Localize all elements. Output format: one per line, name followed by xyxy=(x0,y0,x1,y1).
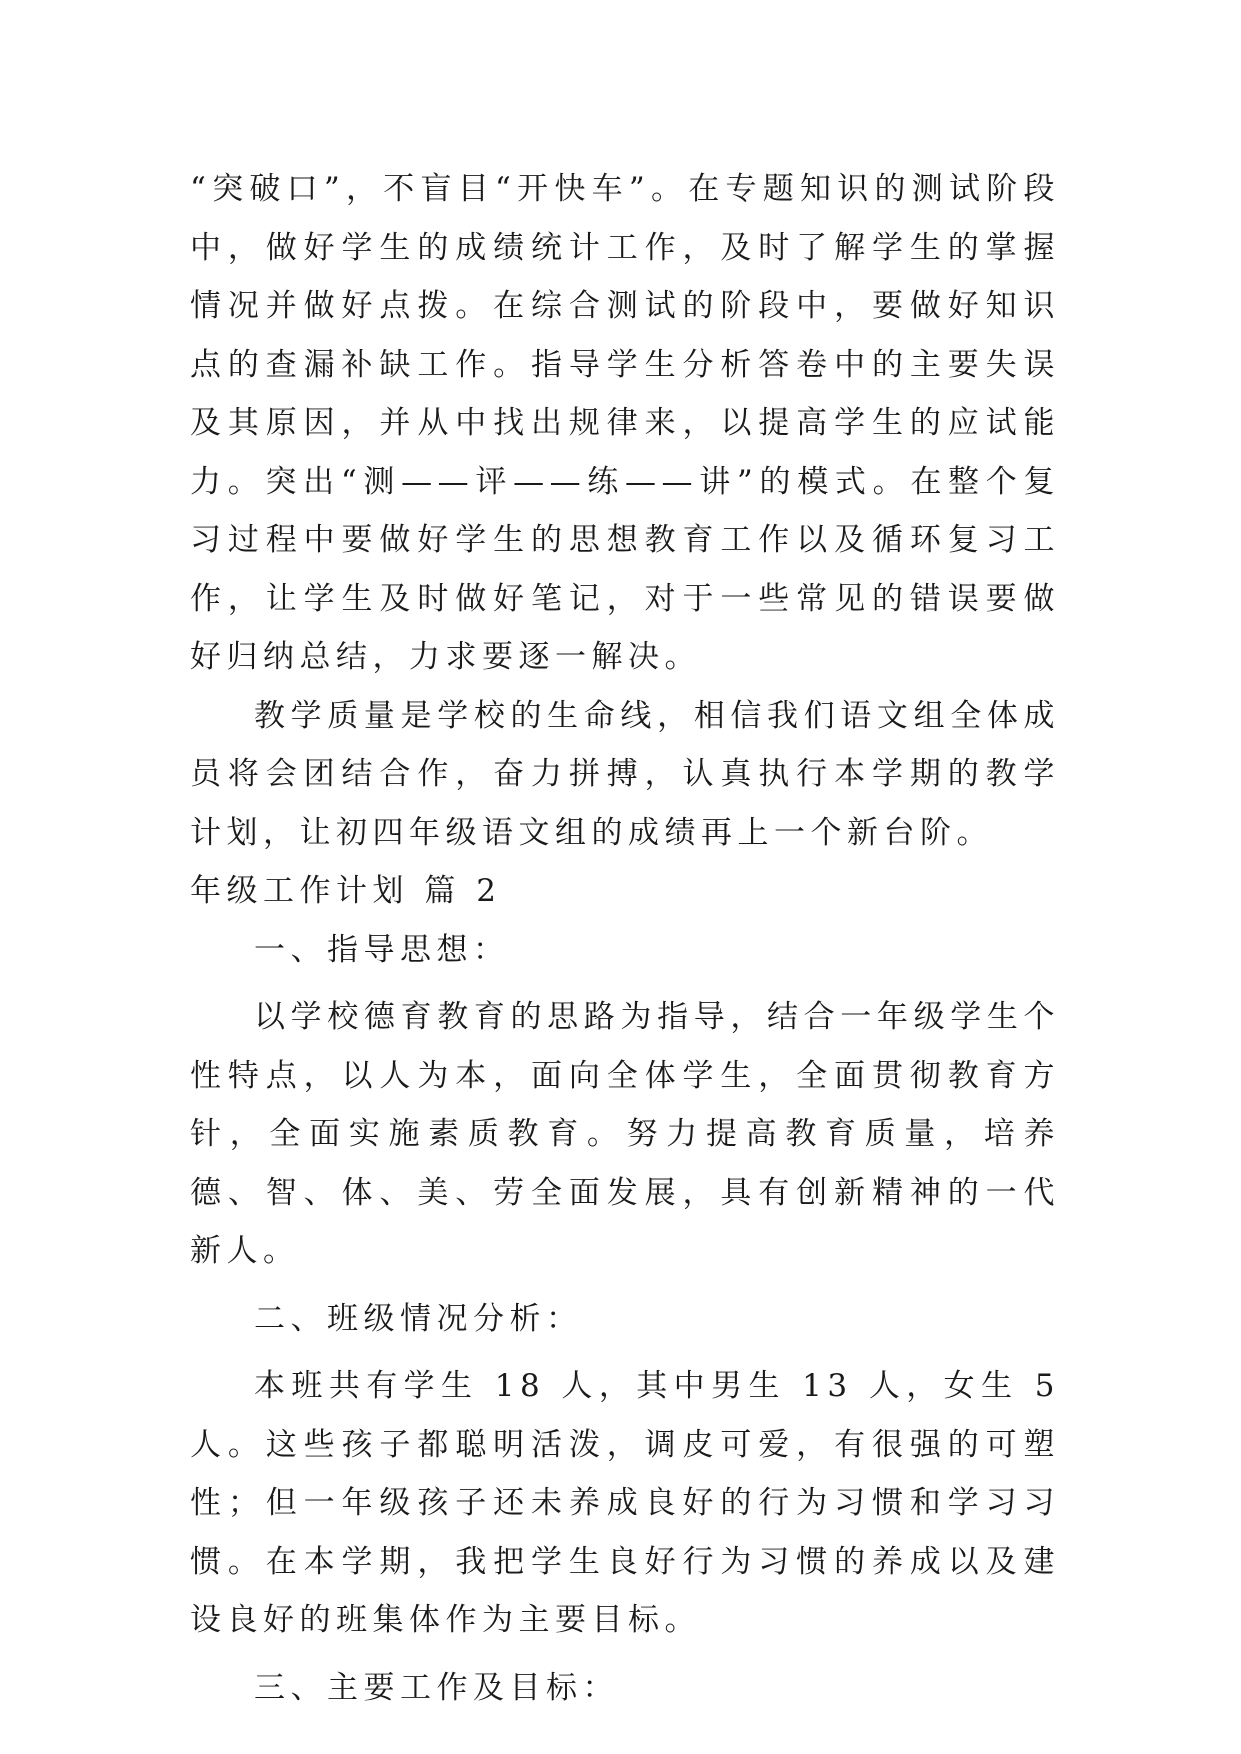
heading-main-work-goals: 三、主要工作及目标： xyxy=(254,1669,619,1706)
paragraph-guiding-ideology: 以学校德育教育的思路为指导，结合一年级学生个性特点，以人为本，面向全体学生，全面贯彻教育方针，全面实施素质教育。努力提高教育质量，培养德、智、体、美、劳全面发展，具有创新精神的一代新人。 xyxy=(190,999,1060,1269)
paragraph-review-method: “突破口”，不盲目“开快车”。在专题知识的测试阶段中，做好学生的成绩统计工作，及时了解学生的掌握情况并做好点拨。在综合测试的阶段中，要做好知识点的查漏补缺工作。指导学生分析答卷中的主要失误及其原因，并从中找出规律来，以提高学生的应试能力。突出“测——评——练——讲”的模式。在整个复习过程中要做好学生的思想教育工作以及循环复习工作，让学生及时做好笔记，对于一些常见的错误要做好归纳总结，力求要逐一解决。 xyxy=(190,171,1060,675)
paragraph-class-analysis: 本班共有学生 18 人，其中男生 13 人，女生 5 人。这些孩子都聪明活泼，调皮可爱，有很强的可塑性；但一年级孩子还未养成良好的行为习惯和学习习惯。在本学期，我把学生良好行为习惯的养成以及建设良好的班集体作为主要目标。 xyxy=(190,1368,1060,1638)
section-title-plan-2: 年级工作计划 篇 2 xyxy=(190,873,502,909)
heading-guiding-ideology: 一、指导思想： xyxy=(254,931,510,968)
paragraph-teaching-quality: 教学质量是学校的生命线，相信我们语文组全体成员将会团结合作，奋力拼搏，认真执行本学期的教学计划，让初四年级语文组的成绩再上一个新台阶。 xyxy=(190,697,1060,851)
heading-class-analysis: 二、班级情况分析： xyxy=(254,1300,583,1337)
document-body xyxy=(190,160,1060,1717)
